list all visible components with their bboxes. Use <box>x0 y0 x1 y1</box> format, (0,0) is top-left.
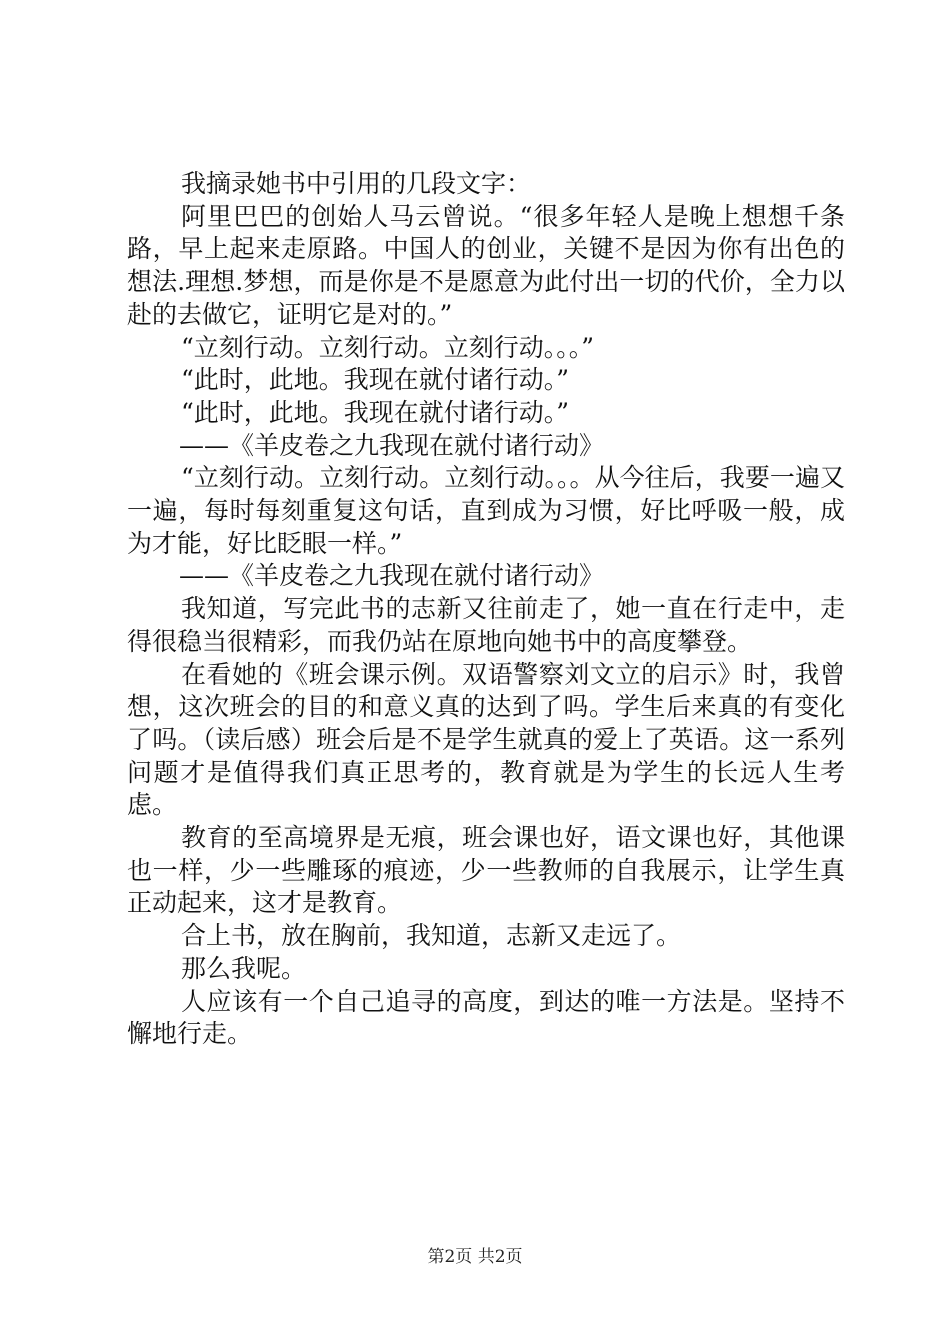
paragraph-class-meeting: 在看她的《班会课示例。双语警察刘文立的启示》时，我曾想，这次班会的目的和意义真的达到了吗。学生后来真的有变化了吗。（读后感）班会后是不是学生就真的爱上了英语。这一系列问题才是值得我们真正思考的，教育就是为学生的长远人生考虑。 <box>127 659 845 820</box>
paragraph-quote-act-now: “立刻行动。立刻行动。立刻行动。。。” <box>181 332 595 362</box>
paragraph-quote-habit: “立刻行动。立刻行动。立刻行动。。。从今往后，我要一遍又一遍，每时每刻重复这句话，直到成为习惯，好比呼吸一般，成为才能，好比眨眼一样。” <box>127 463 845 558</box>
paragraph-what-about-me: 那么我呢。 <box>181 953 307 983</box>
paragraph-education: 教育的至高境界是无痕，班会课也好，语文课也好，其他课也一样，少一些雕琢的痕迹，少一些教师的自我展示，让学生真正动起来，这才是教育。 <box>127 823 845 918</box>
paragraph-conclusion: 人应该有一个自己追寻的高度，到达的唯一方法是。坚持不懈地行走。 <box>127 986 845 1049</box>
paragraph-attribution-2: ——《羊皮卷之九我现在就付诸行动》 <box>179 561 605 591</box>
paragraph-quote-jack-ma: 阿里巴巴的创始人马云曾说。“很多年轻人是晚上想想千条路，早上起来走原路。中国人的创业，关键不是因为你有出色的想法.理想.梦想，而是你是不是愿意为此付出一切的代价，全力以赴的去做它，证明它是对的。” <box>127 201 845 329</box>
paragraph-quote-here-now-2: “此时，此地。我现在就付诸行动。” <box>181 397 570 427</box>
page-number-footer: 第2页 共2页 <box>427 1247 523 1267</box>
paragraph-intro: 我摘录她书中引用的几段文字： <box>181 169 532 198</box>
document-body <box>127 168 845 1051</box>
paragraph-quote-here-now-1: “此时，此地。我现在就付诸行动。” <box>181 365 570 395</box>
paragraph-attribution-1: ——《羊皮卷之九我现在就付诸行动》 <box>179 430 605 460</box>
paragraph-reflection: 我知道，写完此书的志新又往前走了，她一直在行走中，走得很稳当很精彩，而我仍站在原地向她书中的高度攀登。 <box>127 594 845 656</box>
paragraph-closing-book: 合上书，放在胸前，我知道，志新又走远了。 <box>181 921 682 951</box>
